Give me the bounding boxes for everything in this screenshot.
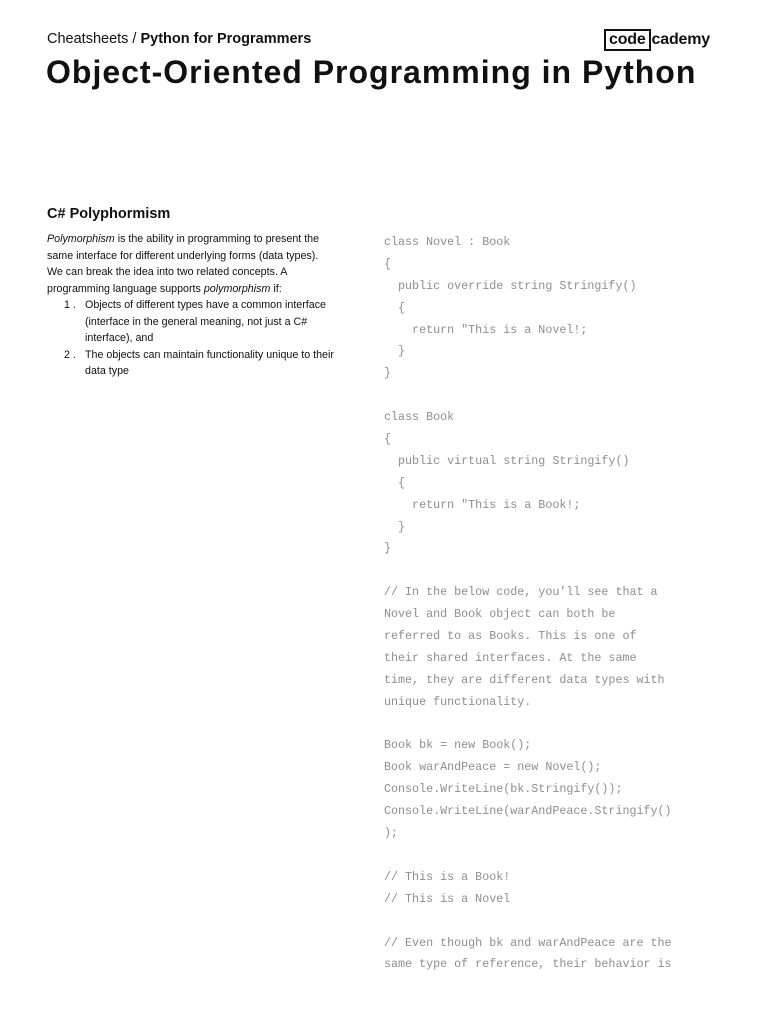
breadcrumb-separator: / bbox=[132, 31, 137, 47]
description-paragraph-2 bbox=[47, 264, 337, 297]
code-line: { bbox=[384, 256, 392, 271]
code-line: // In the below code, you’ll see that a bbox=[384, 585, 658, 600]
code-line: referred to as Books. This is one of bbox=[384, 629, 637, 644]
code-line: // This is a Book! bbox=[384, 869, 511, 884]
concept-list bbox=[47, 297, 337, 380]
code-line: public virtual string Stringify() bbox=[384, 453, 630, 468]
code-line: Book bk = new Book(); bbox=[384, 738, 532, 753]
logo-code-box: code bbox=[604, 29, 651, 51]
breadcrumb bbox=[47, 30, 311, 48]
list-item bbox=[47, 347, 337, 380]
polymorphism-term: Polymorphism bbox=[47, 233, 115, 245]
code-line: { bbox=[384, 432, 392, 447]
list-item-number: 1 . bbox=[64, 299, 76, 311]
code-block bbox=[384, 232, 729, 976]
code-line: { bbox=[384, 300, 406, 315]
code-line: Console.WriteLine(warAndPeace.Stringify() bbox=[384, 804, 672, 819]
code-line: class Novel : Book bbox=[384, 235, 511, 249]
codecademy-logo[interactable] bbox=[604, 29, 710, 51]
list-item-number: 2 . bbox=[64, 348, 76, 361]
code-line: { bbox=[384, 475, 406, 490]
code-line: Book warAndPeace = new Novel(); bbox=[384, 760, 602, 775]
code-line: return "This is a Book!; bbox=[384, 497, 581, 512]
code-line: Novel and Book object can both be bbox=[384, 607, 616, 622]
list-item bbox=[47, 297, 337, 347]
list-item-text: Objects of different types have a common interface (interface in the general meaning, not just a C# interface), and bbox=[85, 299, 326, 344]
code-line: } bbox=[384, 344, 406, 359]
code-line bbox=[384, 560, 729, 582]
code-line: time, they are different data types with bbox=[384, 672, 665, 687]
code-line bbox=[384, 911, 729, 933]
code-line bbox=[384, 385, 729, 407]
polymorphism-term-2: polymorphism bbox=[203, 282, 271, 295]
code-line bbox=[384, 845, 729, 867]
breadcrumb-current[interactable]: Python for Programmers bbox=[140, 31, 312, 47]
code-line: } bbox=[384, 541, 392, 556]
code-line: unique functionality. bbox=[384, 694, 532, 709]
code-line: } bbox=[384, 519, 406, 534]
section-heading: C# Polyphormism bbox=[47, 206, 171, 222]
list-item-text: The objects can maintain functionality unique to their data type bbox=[85, 348, 334, 377]
code-line: ); bbox=[384, 826, 399, 841]
code-line: their shared interfaces. At the same bbox=[384, 650, 637, 665]
code-line: same type of reference, their behavior is bbox=[384, 957, 672, 972]
code-line: public override string Stringify() bbox=[384, 278, 637, 293]
description-paragraph-1 bbox=[47, 231, 337, 264]
code-line: // This is a Novel bbox=[384, 891, 511, 906]
logo-cademy-text: cademy bbox=[651, 31, 710, 48]
code-line bbox=[384, 714, 729, 736]
code-line: Console.WriteLine(bk.Stringify()); bbox=[384, 782, 623, 797]
code-line: } bbox=[384, 366, 392, 381]
code-line: // Even though bk and warAndPeace are the bbox=[384, 935, 672, 950]
code-line: class Book bbox=[384, 410, 455, 425]
page-title: Object-Oriented Programming in Python bbox=[46, 54, 697, 90]
breadcrumb-root-link[interactable]: Cheatsheets bbox=[47, 31, 129, 47]
description-paragraph-2-end: if: bbox=[270, 282, 282, 295]
description-paragraph-2-text: We can break the idea into two related concepts. A programming language supports bbox=[47, 266, 287, 295]
code-line: return "This is a Novel!; bbox=[384, 322, 588, 337]
description-paragraph-1-text: is the ability in programming to present the same interface for different underlying forms (data types). bbox=[47, 233, 320, 262]
section-description bbox=[47, 231, 337, 380]
